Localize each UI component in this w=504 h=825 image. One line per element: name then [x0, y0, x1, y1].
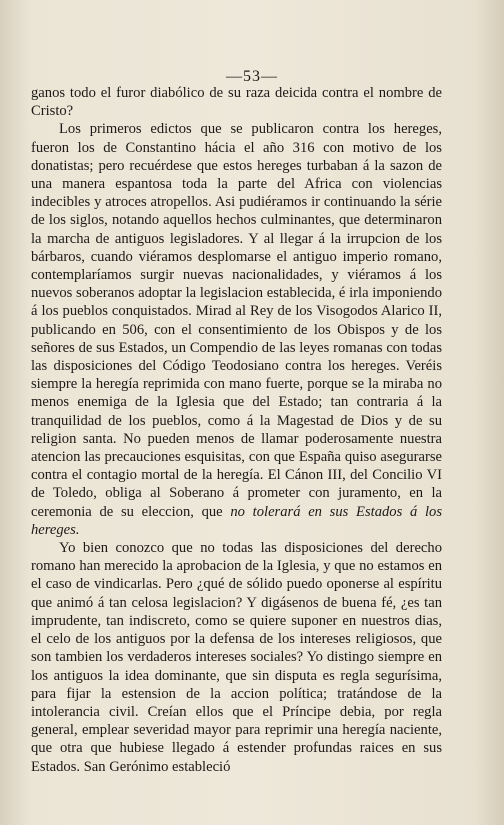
paragraph: Yo bien conozco que no todas las disposiciones del derecho romano han merecido la aprobacion de la Iglesia, y que no estamos en el caso de vindicarlas. Pero ¿qué de sólido puedo oponerse al espíritu que animó á tan celosa legislacion? Y digásenos de buena fé, ¿es tan imprudente, tan indiscreto, como se quiere suponer en nuestros dias, el celo de los antiguos por la defensa de los intereses religiosos, que son tambien los verdaderos intereses sociales? Yo distingo siempre en los antiguos la idea dominante, que sin disputa es regla segurísima, para fijar la estension de la accion política; tratándose de la intolerancia civil. Creían ellos que el Príncipe debia, por regla general, emplear severidad mayor para reprimir una heregía naciente, que otra que hubiese llegado á estender profundas raices en sus Estados. San Gerónimo estableció — [31, 540, 442, 775]
paragraph-text: Los primeros edictos que se publicaron contra los hereges, fueron los de Constantino hácia el año 316 con motivo de los donatistas; pero recuérdese que estos hereges turbaban á la sazon de una manera espantosa toda la parte del Africa con violencias indecibles y atroces atropellos. Asi pudiéramos ir continuando la série de los siglos, notando aquellos hechos culminantes, que determinaron la marcha de antiguos legisladores. Y al llegar á la irrupcion de los bárbaros, cuando viéramos desplomarse el antiguo imperio romano, contemplaríamos surgir nuevas nacionalidades, y viéramos á los nuevos soberanos adoptar la legislacion establecida, é irla imponiendo á los pueblos conquistados. Mirad al Rey de los Visogodos Alarico II, publicando en 506, con el consentimiento de los Obispos y de los señores de sus Estados, un Compendio de las leyes romanas con todas las disposiciones del Código Teodosiano contra los hereges. Veréis siempre la heregía reprimida con mano fuerte, porque se la miraba no menos enemiga de la Iglesia que del Estado; tan contraria á la tranquilidad de los pueblos, como á la Magestad de Dios y de su religion santa. No pueden menos de llamar poderosamente nuestra atencion las precauciones esquisitas, con que España quiso asegurarse contra el contagio mortal de la heregía. El Cánon III, del Concilio VI de Toledo, obliga al Soberano á prometer con juramento, en la ceremonia de su eleccion, que — [31, 121, 442, 520]
body-text — [31, 84, 442, 776]
paragraph — [31, 120, 442, 539]
page-number: —53— — [226, 68, 278, 85]
paragraph-continuation: ganos todo el furor diabólico de su raza deicida contra el nombre de Cristo? — [31, 85, 442, 120]
italic-quote: no tolerará en sus Estados á los hereges. — [31, 503, 442, 538]
